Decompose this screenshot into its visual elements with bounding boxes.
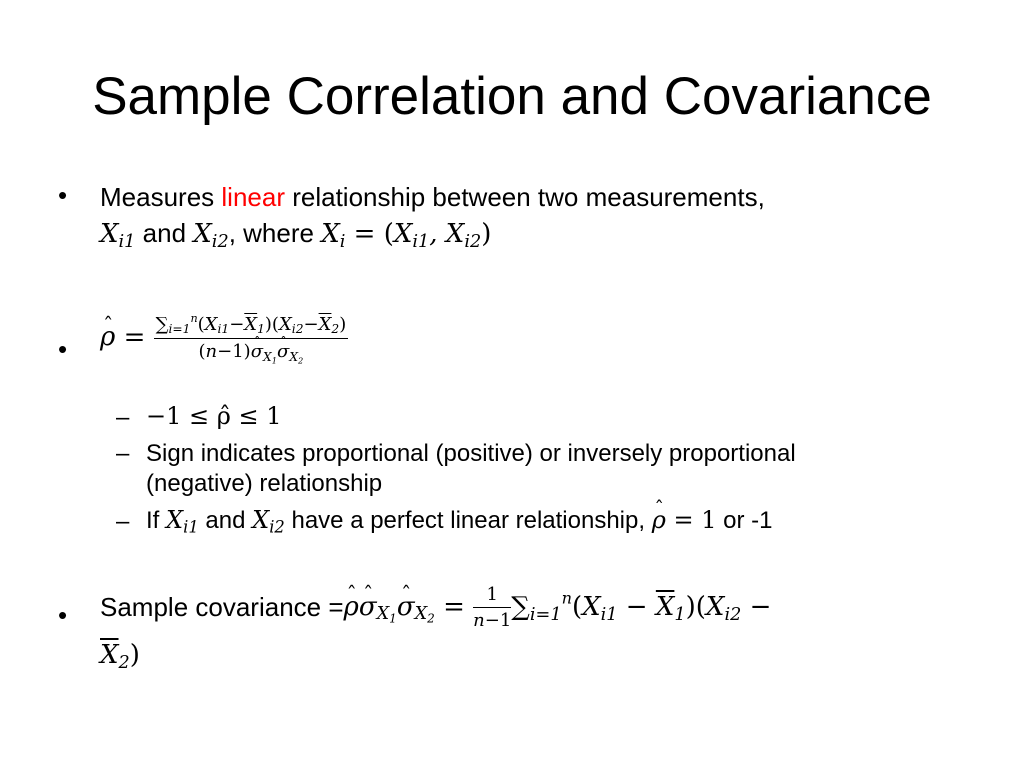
bullet-1-where: , where xyxy=(228,218,314,248)
covariance-formula: ˆ ρˆ $\sigma_{X_1}ˆ$ $\sigma_{X_2}$ = $\frac{1}{n-1}$ $\sum_{i=1}^n(X_{i1} - \overline{X}_1)(X_{i2}$ − xyxy=(344,592,772,622)
bullet-1-prefix: Measures xyxy=(100,182,222,212)
math-xi1: $X_{i1}$ xyxy=(166,506,199,537)
covariance-label: Sample covariance = xyxy=(100,592,344,622)
sub-if: If xyxy=(146,507,160,534)
sub-bullet-dash: – xyxy=(116,440,130,467)
bullet-1-rest: relationship between two measurements, xyxy=(284,182,765,212)
sub-bullet-dash: – xyxy=(116,404,130,431)
bullet-1-and: and xyxy=(142,218,187,248)
sub-or: or -1 xyxy=(723,507,773,534)
rho-hat-formula: ˆ ρ = $\frac{\sum_{i=1}^n(X_{i1}-\overline{X}_1)(X_{i2}-\overline{X}_2)}{(n-1)ˆ \sigma_{X_1}ˆ \sigma_{X_2}}$ xyxy=(100,312,348,365)
math-xi1: $X_{i1}$ xyxy=(100,219,136,252)
bullet-dot: • xyxy=(58,334,68,364)
bullet-1-highlight: linear xyxy=(221,182,285,212)
rho-hat-fraction: $\frac{\sum_{i=1}^n(X_{i1}-\overline{X}_1)(X_{i2}-\overline{X}_2)}{(n-1)ˆ \sigma_{X_1}ˆ \sigma_{X_2}}$ xyxy=(154,312,349,365)
bullet-1-line-2 xyxy=(100,218,491,252)
math-xi2: $X_{i2}$ xyxy=(252,506,285,537)
sub-bullet-dash: – xyxy=(116,508,130,535)
bullet-dot: • xyxy=(58,180,68,210)
math-xi-def: $X_i = (X_{i1}$, $X_{i2}$) xyxy=(321,219,492,252)
sub-bullet-sign-line-1: Sign indicates proportional (positive) or inversely proportional xyxy=(146,440,796,467)
math-xi2: $X_{i2}$ xyxy=(193,219,229,252)
covariance-line-2: $\overline{X}_2$) xyxy=(100,640,140,673)
bullet-dot: • xyxy=(58,600,68,630)
sub-bullet-range: −1 ≤ ρ̂ ≤ 1 xyxy=(146,402,282,430)
bullet-1-line-1 xyxy=(100,182,765,213)
sub-bullet-sign-line-2: (negative) relationship xyxy=(146,470,383,497)
rho-hat-symbol: ˆ ρ xyxy=(100,322,115,352)
sub-bullet-perfect xyxy=(146,506,773,537)
slide-title: Sample Correlation and Covariance xyxy=(92,67,932,126)
math-rho-eq-1: ˆ ρ = 1 xyxy=(652,506,717,534)
sub-perfect-text: have a perfect linear relationship, xyxy=(291,507,646,534)
covariance-line-1 xyxy=(100,584,771,631)
sub-and: and xyxy=(205,507,246,534)
